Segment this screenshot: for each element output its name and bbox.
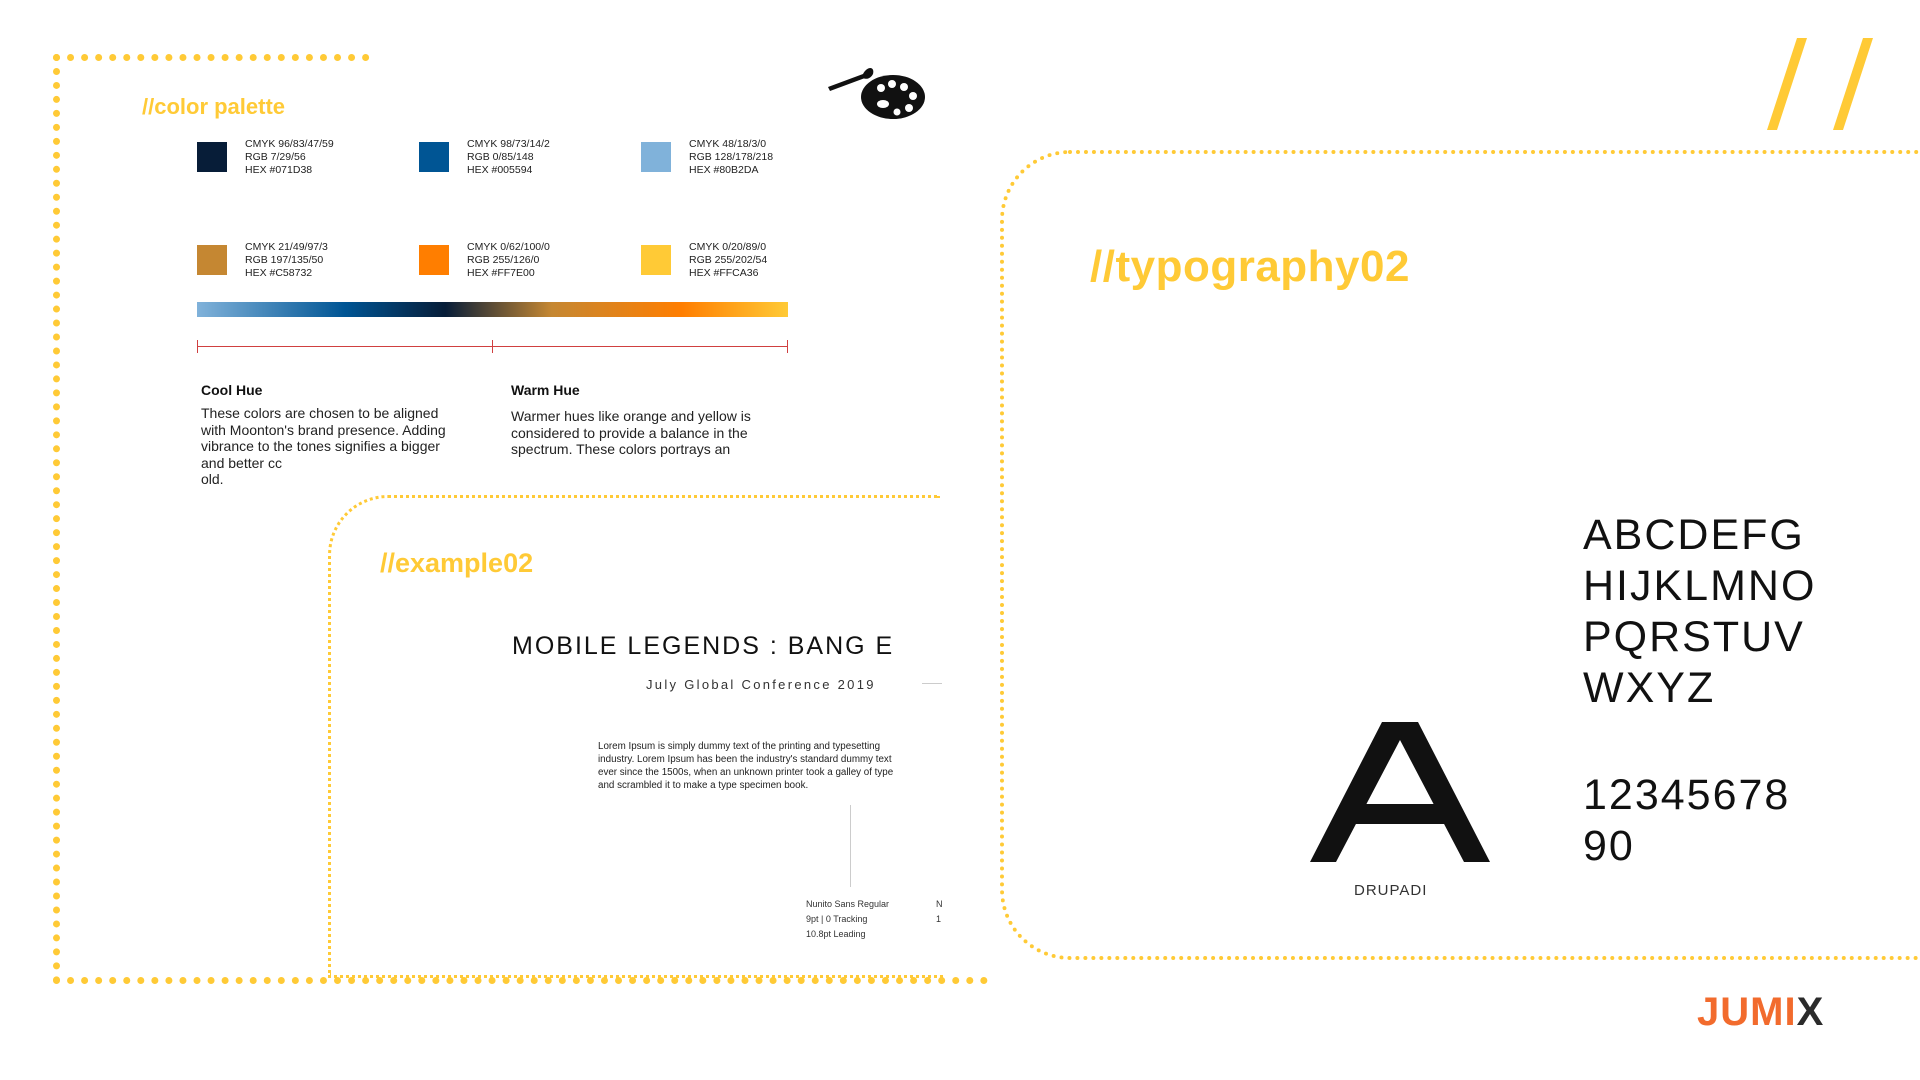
swatch-hex: HEX #C58732	[245, 267, 313, 279]
spec-line: 9pt | 0 Tracking	[806, 914, 868, 924]
spec-line: 10.8pt Leading	[806, 929, 866, 939]
swatch-hex: HEX #071D38	[245, 164, 313, 176]
cool-hue-line: and better cc	[201, 454, 282, 471]
spec-line: 1	[936, 914, 942, 924]
digits-line: 12345678	[1583, 771, 1791, 819]
swatch-blue	[419, 138, 550, 177]
swatch-rgb: RGB 255/126/0	[467, 254, 540, 266]
color-palette-title: //color palette	[142, 94, 286, 119]
warm-hue-text	[511, 408, 801, 458]
swatch-cmyk: CMYK 48/18/3/0	[689, 138, 767, 150]
body-line: ever since the 1500s, when an unknown printer took a galley of type	[598, 767, 894, 778]
hue-gradient-bar	[197, 302, 788, 317]
swatch-cmyk: CMYK 96/83/47/59	[245, 138, 334, 150]
swatch-chip	[641, 142, 671, 172]
example-divider	[850, 805, 851, 887]
cool-hue-line: with Moonton's brand presence. Adding	[201, 421, 446, 438]
alphabet-line: PQRSTUV	[1583, 613, 1805, 661]
alphabet-line: HIJKLMNO	[1583, 562, 1817, 610]
paint-palette-icon	[825, 62, 925, 122]
swatch-rgb: RGB 197/135/50	[245, 254, 324, 266]
swatch-chip	[419, 142, 449, 172]
logo-x-text: X	[1796, 990, 1825, 1034]
digits-line: 90	[1583, 822, 1635, 870]
swatch-hex: HEX #005594	[467, 164, 533, 176]
swatch-orange	[419, 241, 550, 280]
warm-hue-heading: Warm Hue	[511, 382, 580, 398]
example-title: //example02	[380, 548, 534, 578]
swatch-chip	[641, 245, 671, 275]
swatch-light-blue	[641, 138, 773, 177]
warm-hue-line: considered to provide a balance in the	[511, 424, 748, 441]
swatch-rgb: RGB 255/202/54	[689, 254, 768, 266]
swatch-cmyk: CMYK 21/49/97/3	[245, 241, 328, 253]
example-subtitle-rule	[922, 683, 942, 684]
alphabet-specimen	[1583, 510, 1816, 714]
swatch-hex: HEX #80B2DA	[689, 164, 759, 176]
example-subtitle: July Global Conference 2019	[646, 677, 876, 692]
warm-hue-line: Warmer hues like orange and yellow is	[511, 408, 751, 424]
swatch-rgb: RGB 7/29/56	[245, 151, 306, 163]
example-headline: MOBILE LEGENDS : BANG E	[512, 632, 895, 660]
digits-specimen	[1583, 770, 1790, 872]
cool-hue-line: vibrance to the tones signifies a bigger	[201, 438, 440, 454]
cool-hue-line: These colors are chosen to be aligned	[201, 405, 439, 421]
swatch-chip	[197, 142, 227, 172]
logo-main-text: JUMI	[1697, 990, 1797, 1034]
swatch-chip	[419, 245, 449, 275]
alphabet-line: WXYZ	[1583, 664, 1716, 712]
swatch-navy	[197, 138, 334, 177]
warm-hue-line: spectrum. These colors portrays an	[511, 441, 731, 457]
cool-hue-text	[201, 405, 501, 487]
swatch-gold	[197, 241, 328, 280]
alphabet-line: ABCDEFG	[1583, 511, 1805, 559]
cool-hue-heading: Cool Hue	[201, 382, 263, 398]
ruler-tick	[787, 340, 788, 353]
swatch-yellow	[641, 241, 767, 280]
body-line: and scrambled it to make a type specimen book.	[598, 780, 809, 791]
swatch-rgb: RGB 0/85/148	[467, 151, 534, 163]
cool-hue-line: old.	[201, 471, 224, 487]
example-font-specs	[806, 897, 889, 942]
ruler-tick	[492, 340, 493, 353]
jumix-logo	[1697, 990, 1824, 1035]
drupadi-letter-a-glyph	[1310, 722, 1490, 862]
typography-title: //typography02	[1090, 242, 1410, 291]
spec-line: Nunito Sans Regular	[806, 899, 890, 909]
double-slash-decoration	[1765, 38, 1875, 133]
spec-line: N	[936, 899, 943, 909]
example-body-text	[598, 740, 943, 792]
swatch-hex: HEX #FF7E00	[467, 267, 535, 279]
body-line: Lorem Ipsum is simply dummy text of the printing and typesetting	[598, 741, 881, 752]
swatch-rgb: RGB 128/178/218	[689, 151, 774, 163]
swatch-hex: HEX #FFCA36	[689, 267, 759, 279]
example-font-specs-clipped	[936, 897, 943, 927]
swatch-cmyk: CMYK 0/62/100/0	[467, 241, 550, 253]
swatch-cmyk: CMYK 98/73/14/2	[467, 138, 550, 150]
font-name-label: DRUPADI	[1354, 882, 1428, 899]
ruler-tick	[197, 340, 198, 353]
swatch-cmyk: CMYK 0/20/89/0	[689, 241, 767, 253]
body-line: industry. Lorem Ipsum has been the industry's standard dummy text	[598, 754, 892, 765]
swatch-chip	[197, 245, 227, 275]
